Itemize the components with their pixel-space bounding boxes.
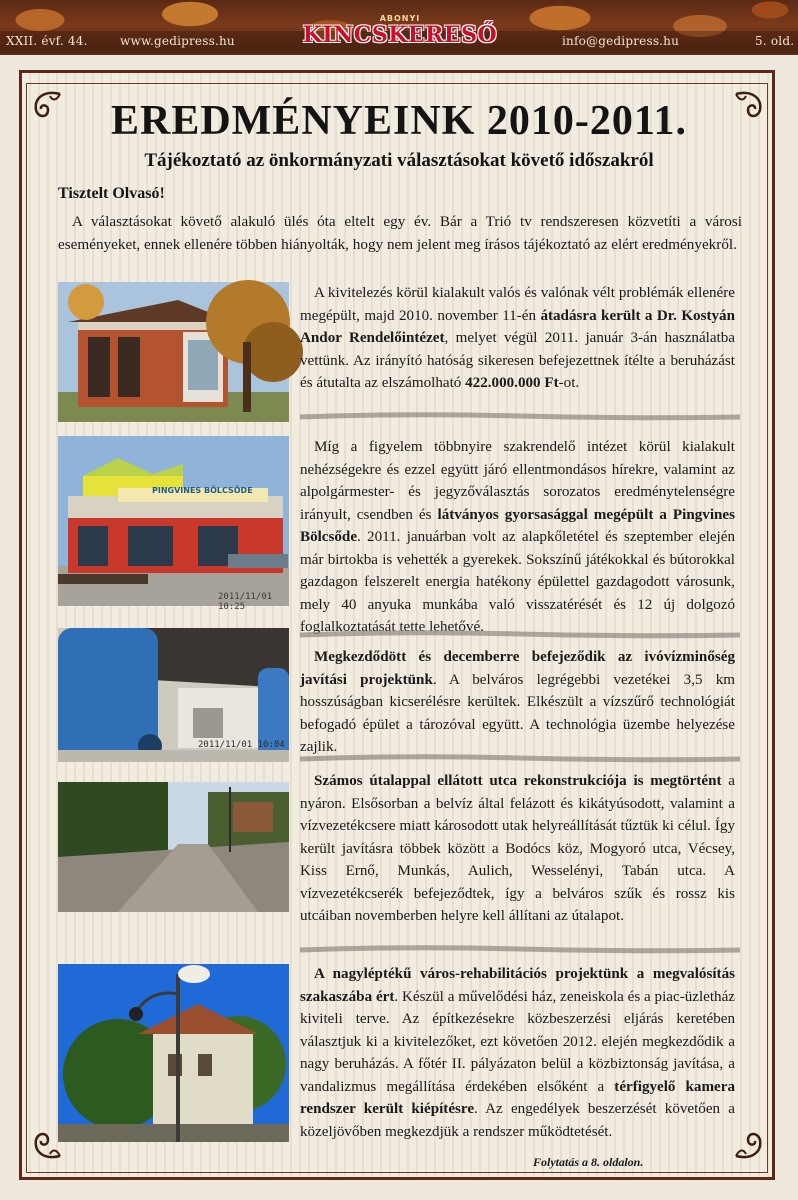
paragraph-town-rehabilitation xyxy=(300,963,735,1143)
text-run: Míg a figyelem többnyire szakrendelő intézet körül kialakult nehézségekre és ezzel együtt járó ellentmondásos hírekre, valamint az alpolgármester- és jegyzőválasztás sorozatos eredménytelenségre irányult, csendben és xyxy=(300,439,735,523)
text-run: , melyet végül 2011. január 3-án használatba vettünk. Az irányító hatóság sikeresen befejezettnek ítélte a beruházást és átutalta az elszámolható xyxy=(300,330,735,391)
issue-number: XXII. évf. 44. xyxy=(6,34,88,48)
corner-ornament-icon xyxy=(730,1126,766,1162)
nursery-sign: PINGVINES BÖLCSŐDE xyxy=(152,486,253,495)
text-run: . Készül a művelődési ház, zeneiskola és a piac-üzletház kiviteli terve. Az építkezésekre közbeszerzési eljárás keretében választjuk ki a kivitelezőket, ezt követően 2012. elején megkezdődik a nagy beruházás. A főtér II. pályázaton belül a közbiztonság javítása, a vandalizmus megállítása érdekében elsőként a xyxy=(300,988,736,1095)
paragraph-nursery xyxy=(300,436,735,639)
text-run: . Az engedélyek beszerzését követően a közeljövőben megkezdjük a rendszer működtetését. xyxy=(300,1101,735,1140)
page-number: 5. old. xyxy=(755,34,795,48)
paragraph-street-reconstruction xyxy=(300,770,735,928)
photo-street xyxy=(58,782,289,912)
highlight-text: Számos útalappal ellátott utca rekonstrukciója is megtörtént xyxy=(314,773,722,789)
paragraph-health-center xyxy=(300,282,735,395)
continued-note: Folytatás a 8. oldalon. xyxy=(533,1155,644,1169)
highlight-text: átadásra került a Dr. Kostyán Andor Rendelőintézet xyxy=(300,307,735,346)
photo-water-plant xyxy=(58,628,289,762)
highlight-amount: 422.000.000 Ft xyxy=(465,375,559,391)
text-run: A kivitelezés körül kialakult valós és valónak vélt problémák ellenére megépült, majd 2010. november 11-én xyxy=(300,285,735,324)
photo-town-square xyxy=(58,964,289,1142)
masthead xyxy=(0,0,798,55)
brush-divider xyxy=(300,753,740,765)
logo-name: KINCSKERESŐ xyxy=(302,22,498,48)
text-run: . 2011. januárban volt az alapkőletétel és szeptember elején már birtokba is vehették a gyerekek. Sokszínű játékokkal és bútorokkal gazdagon felszerelt energia hatékony épülettel gazdagodott városunk, mely 40 anyuka munkába való visszatérését és 12 új dolgozó foglalkoztatását tette lehetővé. xyxy=(300,529,735,635)
photo-health-center xyxy=(58,282,289,422)
highlight-text: látványos gyorsasággal megépült a Pingvines Bölcsőde xyxy=(300,506,735,545)
intro-paragraph: A választásokat követő alakuló ülés óta eltelt egy év. Bár a Trió tv rendszeresen közvetíti a városi eseményeket, ennek ellenére többen hiányolták, hogy nem jelent meg írásos tájékoztató az elért eredményekről. xyxy=(58,213,742,253)
greeting: Tisztelt Olvasó! xyxy=(58,185,165,202)
brush-divider xyxy=(300,944,740,956)
paragraph-water-project xyxy=(300,646,735,759)
highlight-text: A nagyléptékű város-rehabilitációs projektünk a megvalósítás szakaszába ért xyxy=(300,966,735,1005)
highlight-text: térfigyelő kamera rendszer került kiépítésre xyxy=(300,1078,735,1117)
newspaper-logo xyxy=(300,14,500,50)
brush-divider xyxy=(300,411,740,423)
article-subtitle: Tájékoztató az önkormányzati választásokat követő időszakról xyxy=(144,150,654,171)
highlight-text: Megkezdődött és decemberre befejeződik az ivóvízminőség javítási projektünk xyxy=(300,649,735,688)
email-link[interactable]: info@gedipress.hu xyxy=(562,34,680,48)
logo-top-text: ABONYI xyxy=(379,14,421,23)
text-run: -ot. xyxy=(558,375,580,391)
photo-timestamp: 2011/11/01 10:04 xyxy=(198,740,285,750)
photo-nursery xyxy=(58,436,289,612)
text-run: a nyáron. Elsősorban a belvíz által felázott és kikátyúsodott, valamint a vízvezetékcsere miatt károsodott utak helyreállítását tűztük ki célul. Így került javításra többek között a Bodócs köz, Mogyoró utca, Vécsey, Kiss Ernő, Munkás, Aulich, Wesselényi, Tabán utca. A vízvezetékcserék befejeződtek, így a belváros szűk és rossz kis utcáiban novemberben helyre kell állítani az útalapot. xyxy=(300,773,735,924)
website-link[interactable]: www.gedipress.hu xyxy=(120,34,235,48)
photo-timestamp: 2011/11/01 10:25 xyxy=(218,592,273,612)
text-run: . A belváros legrégebbi vezetékei 3,5 km hosszúságban kicserélésre kerültek. Elkészült a vízszűrő technológiát befogadó épület a tározóval együtt. A technológia üzembe helyezése zajlik. xyxy=(300,671,735,755)
article-title: EREDMÉNYEINK 2010-2011. xyxy=(110,98,688,144)
brush-divider xyxy=(300,629,740,641)
